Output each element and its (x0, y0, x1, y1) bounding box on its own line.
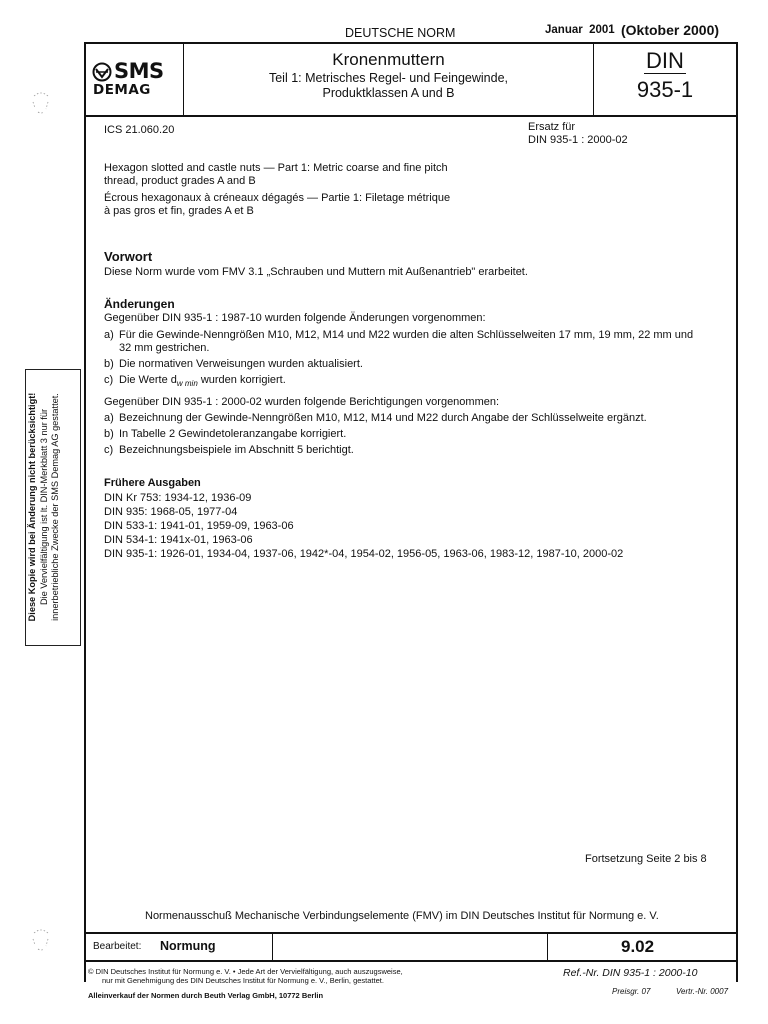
price-group: Preisgr. 07 (612, 987, 651, 996)
sales-note: Alleinverkauf der Normen durch Beuth Verlag GmbH, 10772 Berlin (88, 991, 324, 1000)
page-rule-left (84, 42, 86, 982)
sms-emblem-icon (92, 62, 112, 82)
footer-divider-right (547, 932, 548, 961)
footer-code: 9.02 (621, 937, 655, 956)
bearbeitet-value: Normung (160, 939, 216, 953)
distribution-number: Vertr.-Nr. 0007 (676, 987, 729, 996)
footer-rule-bottom (84, 960, 737, 962)
document-subtitle-line2: Produktklassen A und B (322, 86, 455, 100)
fruehere-line: DIN 533-1: 1941-01, 1959-09, 1963-06 (104, 520, 294, 532)
aenderungen-heading: Änderungen (104, 297, 175, 311)
bearbeitet-label: Bearbeitet: (93, 941, 142, 952)
footer-divider-left (272, 932, 273, 961)
header-rule-top (84, 42, 737, 44)
aenderung-item-a (104, 329, 693, 342)
list-text: wurden korrigiert. (197, 374, 286, 386)
list-text: 32 mm gestrichen. (119, 342, 210, 354)
aenderung-item-a-cont (104, 342, 209, 355)
list-marker: b) (104, 428, 114, 440)
replaces-label: Ersatz für (528, 121, 576, 133)
punch-hole-mark-top (30, 88, 52, 116)
title-french-line1: Écrous hexagonaux à créneaux dégagés — Partie 1: Filetage métrique (104, 192, 451, 204)
aenderung-item-b (104, 358, 363, 371)
copy-restriction-text (27, 372, 62, 642)
reference-number: Ref.-Nr. DIN 935-1 : 2000-10 (563, 967, 698, 979)
list-marker: c) (104, 444, 114, 456)
list-text: Bezeichnung der Gewinde-Nenngrößen M10, M12, M14 und M22 durch Angabe der Schlüsselweite ergänzt. (119, 412, 647, 424)
din-label: DIN (646, 48, 684, 73)
title-french-line2: à pas gros et fin, grades A et B (104, 205, 254, 217)
replaces-value: DIN 935-1 : 2000-02 (528, 134, 628, 146)
list-text: Für die Gewinde-Nenngrößen M10, M12, M14 und M22 wurden die alten Schlüsselweiten 17 mm, 19 mm, 22 mm und (119, 329, 694, 341)
berichtigung-item-c (104, 444, 354, 457)
fruehere-line: DIN 935-1: 1926-01, 1934-04, 1937-06, 1942*-04, 1954-02, 1956-05, 1963-06, 1983-12, 1987-10, 2000-02 (104, 548, 624, 560)
aenderung-item-c (104, 374, 286, 390)
publication-date: Januar 2001 (545, 24, 615, 36)
din-number: 935-1 (636, 77, 694, 102)
list-marker: a) (104, 329, 114, 341)
copyright-line2: nur mit Genehmigung des DIN Deutsches Institut für Normung e. V., Berlin, gestattet. (102, 976, 384, 985)
logo-line2: DEMAG (93, 82, 151, 98)
list-text: In Tabelle 2 Gewindetoleranzangabe korrigiert. (119, 428, 347, 440)
document-title: Kronenmuttern (332, 50, 445, 69)
logo-line1: SMS (114, 59, 164, 83)
title-english-line1: Hexagon slotted and castle nuts — Part 1: Metric coarse and fine pitch (104, 162, 448, 174)
fruehere-line: DIN Kr 753: 1934-12, 1936-09 (104, 492, 252, 504)
berichtigung-item-a (104, 412, 647, 425)
berichtigung-item-b (104, 428, 346, 441)
aenderungen-intro1: Gegenüber DIN 935-1 : 1987-10 wurden folgende Änderungen vorgenommen: (104, 312, 486, 324)
fruehere-heading: Frühere Ausgaben (104, 477, 201, 489)
title-english-line2: thread, product grades A and B (104, 175, 256, 187)
committee-line: Normenausschuß Mechanische Verbindungselemente (FMV) im DIN Deutsches Institut für Normung e. V. (145, 910, 659, 922)
aenderungen-intro2: Gegenüber DIN 935-1 : 2000-02 wurden folgende Berichtigungen vorgenommen: (104, 396, 500, 408)
footer-rule-top (84, 932, 737, 934)
subscript: w min (176, 379, 198, 389)
list-marker: c) (104, 374, 114, 386)
document-subtitle-line1: Teil 1: Metrisches Regel- und Feingewinde, (268, 71, 508, 85)
stamp-line2: Die Vervielfältigung ist lt. DIN-Merkblatt 3 nur für (38, 408, 49, 606)
list-marker: b) (104, 358, 114, 370)
vorwort-text: Diese Norm wurde vom FMV 3.1 „Schrauben und Muttern mit Außenantrieb" erarbeitet. (104, 266, 528, 278)
list-text: Die normativen Verweisungen wurden aktualisiert. (119, 358, 363, 370)
ics-code: ICS 21.060.20 (104, 124, 175, 136)
page-rule-right (736, 42, 738, 982)
list-text: Die Werte d (119, 374, 177, 386)
revision-date: (Oktober 2000) (621, 22, 720, 38)
copyright-line1: © DIN Deutsches Institut für Normung e. V. • Jede Art der Vervielfältigung, auch auszugsweise, (88, 967, 403, 976)
fruehere-line: DIN 935: 1968-05, 1977-04 (104, 506, 238, 518)
stamp-line1: Diese Kopie wird bei Änderung nicht berücksichtigt! (27, 392, 37, 622)
list-marker: a) (104, 412, 114, 424)
fruehere-line: DIN 534-1: 1941x-01, 1963-06 (104, 534, 253, 546)
list-text: Bezeichnungsbeispiele im Abschnitt 5 berichtigt. (119, 444, 354, 456)
header-rule-bottom (84, 115, 737, 117)
continuation-note: Fortsetzung Seite 2 bis 8 (585, 853, 707, 865)
din-number-block (594, 50, 736, 103)
punch-hole-mark-bottom (30, 925, 52, 953)
vorwort-heading: Vorwort (104, 249, 153, 264)
company-logo (92, 60, 178, 100)
stamp-line3: innerbetriebliche Zwecke der SMS Demag AG gestattet. (50, 393, 60, 621)
standard-type: DEUTSCHE NORM (345, 26, 456, 40)
